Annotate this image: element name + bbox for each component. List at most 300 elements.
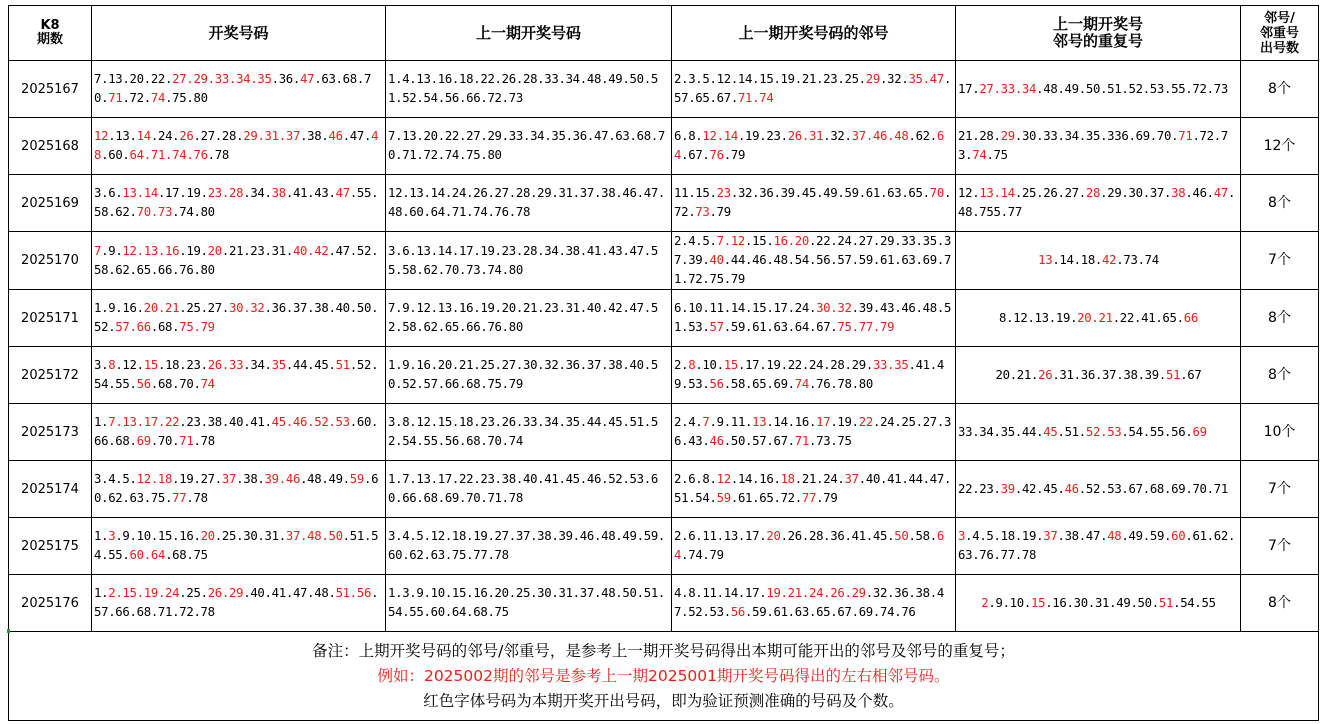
hit-count-cell[interactable]: 7个 <box>1241 461 1319 518</box>
prev-draw-numbers-cell[interactable] <box>386 290 672 347</box>
number-segment: .25.30.31. <box>214 529 286 543</box>
period-cell[interactable]: 2025171 <box>9 290 92 347</box>
number-segment: 7.13.20.22.27.29.33.34.35.36.47.63.68.70.71.72.74.75.80 <box>388 129 666 162</box>
number-segment: .14.16. <box>766 415 817 429</box>
hit-number-segment: 46 <box>709 434 724 448</box>
draw-numbers-cell[interactable] <box>92 461 386 518</box>
hit-number-segment: 12.18 <box>136 472 173 486</box>
table-row <box>9 118 1319 175</box>
number-segment: .72. <box>674 186 952 219</box>
prev-draw-numbers-cell[interactable] <box>386 347 672 404</box>
number-segment: .73.74 <box>1116 253 1159 267</box>
footer-row <box>9 632 1319 721</box>
header-draw-numbers[interactable]: 开奖号码 <box>92 6 386 61</box>
number-segment: .10. <box>695 358 724 372</box>
number-segment: .14.18. <box>1052 253 1103 267</box>
hit-number-segment: 26 <box>1038 367 1053 382</box>
hit-number-segment: 56 <box>730 605 746 619</box>
number-segment: .78 <box>207 148 229 162</box>
number-segment: .21.23.31. <box>221 243 293 258</box>
number-segment: .22.41.65. <box>1112 310 1184 325</box>
number-segment: .57.65.67. <box>674 72 952 105</box>
hit-number-segment: 46 <box>328 129 343 143</box>
number-segment: .59.61.63.64.67. <box>723 320 838 334</box>
hit-number-segment: 12 <box>716 472 731 486</box>
hit-number-segment: 33.35 <box>872 358 909 372</box>
hit-number-segment: 23.28 <box>207 186 244 200</box>
header-count-line3: 出号数 <box>1259 40 1299 56</box>
table-row <box>9 232 1319 290</box>
prev-neighbors-cell[interactable] <box>672 347 956 404</box>
number-segment: .68.70. <box>150 377 201 391</box>
hit-number-segment: 27.33.34 <box>979 81 1037 96</box>
prev-draw-numbers-cell[interactable] <box>386 575 672 632</box>
number-segment: 12. <box>958 186 980 200</box>
number-segment: 3.4.5. <box>94 472 137 486</box>
number-segment: .78 <box>186 491 208 505</box>
hit-number-segment: 13 <box>1038 253 1053 267</box>
number-segment: 1. <box>94 415 109 429</box>
table-row <box>9 518 1319 575</box>
number-segment: .54.55 <box>1173 595 1216 610</box>
number-segment: 1. <box>94 529 109 543</box>
hit-number-segment: 71 <box>108 91 123 105</box>
prev-neighbors-cell[interactable] <box>672 232 956 290</box>
prev-draw-numbers-cell[interactable] <box>386 404 672 461</box>
table-row <box>9 290 1319 347</box>
hit-number-segment: 29 <box>865 72 881 86</box>
draw-numbers-cell[interactable] <box>92 290 386 347</box>
hit-number-segment: 15 <box>143 358 158 372</box>
number-segment: .52.54.55. <box>94 358 379 391</box>
number-segment: .12. <box>115 358 144 372</box>
hit-number-segment: 7.13.17.22 <box>108 415 180 429</box>
number-segment: 2.3.5.12.14.15.19.21.23.25. <box>674 72 866 86</box>
number-segment: .39.43.46.48.51.53. <box>674 301 952 334</box>
number-segment: .75 <box>986 148 1008 162</box>
number-segment: .29.30.37. <box>1100 186 1172 200</box>
hit-number-segment: 20 <box>207 243 222 258</box>
number-segment: .18.23. <box>157 358 208 372</box>
hit-number-segment: 66 <box>1183 310 1198 325</box>
number-segment: 3.6.13.14.17.19.23.28.34.38.41.43.47.55.58.62.70.73.74.80 <box>388 243 658 277</box>
hit-count-cell[interactable]: 10个 <box>1241 404 1319 461</box>
hit-number-segment: 19.21.24.26.29 <box>766 586 866 600</box>
number-segment: .73.75 <box>809 434 852 448</box>
hit-number-segment: 12.13.16 <box>122 243 180 258</box>
hit-number-segment: 64 <box>674 129 944 162</box>
number-segment: 1.4.13.16.18.22.26.28.33.34.48.49.50.51.52.54.56.66.72.73 <box>388 72 658 105</box>
hit-number-segment: 48 <box>94 129 379 162</box>
number-segment: .26.28.36.41.45. <box>780 529 895 543</box>
table-row <box>9 61 1319 118</box>
number-segment: 8.12.13.19. <box>999 310 1078 325</box>
hit-number-segment: 39.46 <box>264 472 301 486</box>
hit-number-segment: 70 <box>929 186 944 200</box>
number-segment: .25.26.27. <box>1014 186 1086 200</box>
number-segment: .55.58.62. <box>94 186 379 219</box>
number-segment: 2.6.8. <box>674 472 717 486</box>
hit-number-segment: 14 <box>136 129 151 143</box>
table-row <box>9 175 1319 232</box>
prev-neighbors-cell[interactable] <box>672 518 956 575</box>
hit-number-segment: 37 <box>221 472 237 486</box>
prev-neighbors-cell[interactable] <box>672 575 956 632</box>
prev-repeats-cell[interactable] <box>956 175 1241 232</box>
hit-number-segment: 35 <box>271 358 286 372</box>
hit-number-segment: 45 <box>1043 424 1058 439</box>
hit-number-segment: 20.21 <box>1077 310 1113 325</box>
hit-number-segment: 2 <box>981 595 989 610</box>
number-segment: .15. <box>745 234 774 248</box>
number-segment: 3.6. <box>94 186 123 200</box>
number-segment: .48.49.50.51.52.53.55.72.73 <box>1036 81 1228 96</box>
hit-number-segment: 35.47 <box>908 72 944 86</box>
hit-number-segment: 46 <box>1064 481 1079 496</box>
number-segment: .24. <box>150 129 180 143</box>
prev-repeats-cell[interactable] <box>956 404 1241 461</box>
number-segment: .76.78.80 <box>809 377 873 391</box>
table-body <box>9 61 1319 632</box>
number-segment: .47.52.58.62.65.66.76.80 <box>94 243 379 277</box>
hit-number-segment: 47 <box>335 186 350 200</box>
hit-number-segment: 18 <box>780 472 795 486</box>
number-segment: .32. <box>823 129 852 143</box>
period-cell[interactable]: 2025170 <box>9 232 92 290</box>
number-segment: .57.66.68.71.72.78 <box>94 586 379 619</box>
header-count-line1: 邻号/ <box>1264 10 1295 26</box>
number-segment: .17.19. <box>157 186 208 200</box>
draw-numbers-cell[interactable] <box>92 518 386 575</box>
hit-number-segment: 12 <box>94 129 109 143</box>
number-segment: .50.57.67. <box>723 434 795 448</box>
number-segment: .60.62.63.75. <box>94 472 379 505</box>
number-segment: 1.3.9.10.15.16.20.25.30.31.37.48.50.51.54.55.60.64.68.75 <box>388 586 666 619</box>
hit-number-segment: 26.31 <box>787 129 824 143</box>
number-segment: 22.23. <box>958 481 1001 496</box>
draw-numbers-cell[interactable] <box>92 175 386 232</box>
hit-number-segment: 70.73 <box>136 205 173 219</box>
prev-repeats-cell[interactable] <box>956 461 1241 518</box>
hit-number-segment: 8 <box>108 358 116 372</box>
hit-count-cell[interactable]: 8个 <box>1241 575 1319 632</box>
header-prev-neighbors[interactable]: 上一期开奖号码的邻号 <box>672 6 956 61</box>
header-period[interactable] <box>9 6 92 61</box>
period-cell[interactable]: 2025172 <box>9 347 92 404</box>
hit-number-segment: 52.53 <box>1085 424 1122 439</box>
number-segment: .4.5.18.19. <box>965 529 1044 543</box>
number-segment: .38. <box>236 472 265 486</box>
number-segment: .41.43. <box>285 186 336 200</box>
prev-draw-numbers-cell[interactable] <box>386 175 672 232</box>
table-row <box>9 404 1319 461</box>
number-segment: .79 <box>709 205 731 219</box>
hit-number-segment: 56 <box>709 377 724 391</box>
hit-number-segment: 26.29 <box>207 586 244 600</box>
period-cell[interactable]: 2025169 <box>9 175 92 232</box>
number-segment: .51.54.55. <box>94 529 379 562</box>
number-segment: .34. <box>243 186 272 200</box>
number-segment: .48.755.77 <box>958 186 1236 219</box>
hit-number-segment: 3 <box>958 529 966 543</box>
hit-number-segment: 13 <box>752 415 767 429</box>
prev-neighbors-cell[interactable] <box>672 175 956 232</box>
number-segment: .61.62.63.76.77.78 <box>958 529 1236 562</box>
number-segment: 2. <box>674 358 689 372</box>
number-segment: .68. <box>150 320 180 334</box>
period-cell[interactable]: 2025175 <box>9 518 92 575</box>
hit-number-segment: 30.32 <box>816 301 852 315</box>
number-segment: .58. <box>908 529 937 543</box>
hit-number-segment: 2.15.19.24 <box>108 586 180 600</box>
number-segment: .61.65.72. <box>730 491 802 505</box>
hit-number-segment: 77 <box>172 491 187 505</box>
hit-number-segment: 37 <box>1043 529 1058 543</box>
footer-note[interactable] <box>9 632 1319 721</box>
hit-count-cell[interactable]: 7个 <box>1241 232 1319 290</box>
number-segment: 4.8.11.14.17. <box>674 586 767 600</box>
header-count-line2: 邻重号 <box>1259 25 1299 41</box>
number-segment: .78 <box>193 434 215 448</box>
number-segment: 1.9.16. <box>94 301 144 315</box>
number-segment: .21.24. <box>794 472 845 486</box>
hit-count-cell[interactable]: 8个 <box>1241 290 1319 347</box>
hit-number-segment: 40 <box>709 253 724 267</box>
hit-number-segment: 50 <box>894 529 909 543</box>
number-segment: .19. <box>179 243 208 258</box>
prev-repeats-cell[interactable] <box>956 118 1241 175</box>
hit-number-segment: 15 <box>1031 595 1046 610</box>
draw-numbers-cell[interactable] <box>92 347 386 404</box>
prev-neighbors-cell[interactable] <box>672 461 956 518</box>
hit-number-segment: 51 <box>1158 595 1174 610</box>
hit-number-segment: 30.32 <box>229 301 265 315</box>
number-segment: .42.45. <box>1014 481 1065 496</box>
hit-number-segment: 74 <box>150 91 166 105</box>
hit-number-segment: 37.46.48 <box>851 129 909 143</box>
table-row <box>9 575 1319 632</box>
draw-numbers-cell[interactable] <box>92 118 386 175</box>
number-segment: .59.61.63.65.67.69.74.76 <box>745 605 916 619</box>
hit-number-segment: 77 <box>801 491 817 505</box>
number-segment: 33.34.35.44. <box>958 424 1044 439</box>
hit-number-segment: 75.79 <box>179 320 215 334</box>
number-segment: .46. <box>1185 186 1214 200</box>
period-cell[interactable]: 2025176 <box>9 575 92 632</box>
number-segment: .60. <box>101 148 130 162</box>
prev-repeats-cell[interactable] <box>956 232 1241 290</box>
number-segment: .23.38.40.41. <box>179 415 272 429</box>
draw-numbers-cell[interactable] <box>92 61 386 118</box>
hit-number-segment: 20.21 <box>143 301 180 315</box>
footer-line-3: 红色字体号码为本期开奖开出号码，即为验证预测准确的号码及个数。 <box>423 691 904 710</box>
number-segment: 21.28. <box>958 129 1001 143</box>
number-segment: .41.49.53. <box>674 358 944 391</box>
number-segment: .60.66.68. <box>94 415 379 448</box>
number-segment: .22.24.27.29.33.35.37.39. <box>674 234 952 267</box>
hit-number-segment: 38 <box>271 186 286 200</box>
number-segment: .38. <box>300 129 329 143</box>
hit-number-segment: 26.33 <box>207 358 244 372</box>
header-prev-repeats-line1: 上一期开奖号 <box>1052 15 1143 33</box>
hit-number-segment: 59 <box>716 491 731 505</box>
number-segment: 20.21. <box>995 367 1039 382</box>
hit-number-segment: 7 <box>94 243 102 258</box>
footer-line-2: 例如：2025002期的邻号是参考上一期2025001期开奖号码得出的左右相邻号码。 <box>377 666 950 685</box>
hit-number-segment: 16.20 <box>773 234 809 248</box>
prev-repeats-cell[interactable] <box>956 290 1241 347</box>
prev-draw-numbers-cell[interactable] <box>386 461 672 518</box>
number-segment: .16.30.31.49.50. <box>1045 595 1159 610</box>
number-segment: .27.28. <box>193 129 244 143</box>
period-cell[interactable]: 2025167 <box>9 61 92 118</box>
number-segment: .67 <box>1180 367 1202 382</box>
prev-neighbors-cell[interactable] <box>672 404 956 461</box>
number-segment: .54.55.56. <box>1121 424 1193 439</box>
hit-number-segment: 22 <box>858 415 873 429</box>
hit-number-segment: 48 <box>1107 529 1122 543</box>
number-segment: .36. <box>271 72 301 86</box>
number-segment: .49.59. <box>1121 529 1172 543</box>
hit-number-segment: 39 <box>1000 481 1015 496</box>
number-segment: .9. <box>101 243 123 258</box>
number-segment: .30.33.34.35.336.69.70. <box>1014 129 1179 143</box>
number-segment: .14.16. <box>730 472 781 486</box>
hit-count-cell[interactable]: 7个 <box>1241 518 1319 575</box>
prev-repeats-cell[interactable] <box>956 61 1241 118</box>
prev-draw-numbers-cell[interactable] <box>386 518 672 575</box>
number-segment: .62. <box>908 129 937 143</box>
hit-number-segment: 29.31.37 <box>243 129 301 143</box>
hit-number-segment: 71 <box>179 434 194 448</box>
hit-number-segment: 7 <box>702 415 710 429</box>
hit-count-cell[interactable]: 8个 <box>1241 175 1319 232</box>
number-segment: .36.37.38.40.50.52. <box>94 301 379 334</box>
hit-number-segment: 15 <box>723 358 738 372</box>
prev-repeats-cell[interactable] <box>956 347 1241 404</box>
hit-number-segment: 74 <box>200 377 215 391</box>
number-segment: 1.9.16.20.21.25.27.30.32.36.37.38.40.50.52.57.66.68.75.79 <box>388 358 658 391</box>
hit-number-segment: 3 <box>108 529 116 543</box>
hit-count-cell[interactable]: 8个 <box>1241 61 1319 118</box>
hit-number-segment: 23 <box>716 186 731 200</box>
hit-number-segment: 29 <box>1000 129 1015 143</box>
cell-cursor-marker <box>7 629 10 633</box>
hit-number-segment: 69 <box>1192 424 1207 439</box>
number-segment: .72. <box>122 91 151 105</box>
number-segment: .19.27. <box>172 472 222 486</box>
prev-draw-numbers-cell[interactable] <box>386 232 672 290</box>
number-segment: .17.19.22.24.28.29. <box>737 358 873 372</box>
header-prev-repeats-line2: 邻号的重复号 <box>1052 32 1143 50</box>
number-segment: .75.80 <box>165 91 208 105</box>
hit-number-segment: 71.74 <box>737 91 774 105</box>
header-prev-draw-numbers[interactable]: 上一期开奖号码 <box>386 6 672 61</box>
number-segment: .32. <box>880 72 909 86</box>
number-segment: 1. <box>94 586 109 600</box>
number-segment: .74.79 <box>681 548 724 562</box>
number-segment: .70. <box>150 434 180 448</box>
draw-numbers-cell[interactable] <box>92 404 386 461</box>
number-segment: .72.73. <box>958 129 1228 162</box>
number-segment: 6.10.11.14.15.17.24. <box>674 301 817 315</box>
hit-count-cell[interactable]: 8个 <box>1241 347 1319 404</box>
hit-number-segment: 12.14 <box>702 129 738 143</box>
prev-neighbors-cell[interactable] <box>672 290 956 347</box>
number-segment: 3.4.5.12.18.19.27.37.38.39.46.48.49.59.60.62.63.75.77.78 <box>388 529 666 562</box>
prev-repeats-cell[interactable] <box>956 518 1241 575</box>
hit-count-cell[interactable]: 12个 <box>1241 118 1319 175</box>
hit-number-segment: 64.71.74.76 <box>129 148 208 162</box>
number-segment: .19.23. <box>737 129 788 143</box>
number-segment: .52.53.67.68.69.70.71 <box>1078 481 1228 496</box>
number-segment: 7.9.12.13.16.19.20.21.23.31.40.42.47.52.58.62.65.66.76.80 <box>388 301 658 334</box>
number-segment: .48.49. <box>300 472 350 486</box>
hit-number-segment: 57.66 <box>115 320 151 334</box>
number-segment: .38.47. <box>1057 529 1108 543</box>
hit-number-segment: 47 <box>1213 186 1229 200</box>
number-segment: .58.65.69. <box>723 377 795 391</box>
number-segment: .44.45. <box>285 358 336 372</box>
number-segment: .9.10. <box>988 595 1031 610</box>
hit-number-segment: 60 <box>1171 529 1186 543</box>
hit-number-segment: 28 <box>1085 186 1101 200</box>
hit-number-segment: 8 <box>688 358 696 372</box>
number-segment: .79 <box>723 148 746 162</box>
prev-draw-numbers-cell[interactable] <box>386 61 672 118</box>
number-segment: 2.6.11.13.17. <box>674 529 767 543</box>
hit-number-segment: 76 <box>709 148 724 162</box>
number-segment: .44.46.48.54.56.57.59.61.63.69.71.72.75.79 <box>674 253 952 286</box>
header-count[interactable] <box>1241 6 1319 61</box>
period-cell[interactable]: 2025168 <box>9 118 92 175</box>
draw-numbers-cell[interactable] <box>92 575 386 632</box>
hit-number-segment: 40.42 <box>292 243 329 258</box>
number-segment: 3. <box>94 358 109 372</box>
number-segment: .32.36.38.47.52.53. <box>674 586 944 619</box>
number-segment: 11.15. <box>674 186 717 200</box>
footer-line-1: 备注：上期开奖号码的邻号/邻重号，是参考上一期开奖号码得出本期可能开出的邻号及邻号的重复号； <box>312 641 1015 660</box>
number-segment: .32.36.39.45.49.59.61.63.65. <box>730 186 930 200</box>
number-segment: 17. <box>958 81 980 96</box>
hit-number-segment: 17 <box>816 415 831 429</box>
number-segment: 2.4. <box>674 415 703 429</box>
period-cell[interactable]: 2025174 <box>9 461 92 518</box>
hit-number-segment: 51 <box>1165 367 1181 382</box>
header-prev-repeats[interactable] <box>956 6 1241 61</box>
number-segment: 12.13.14.24.26.27.28.29.31.37.38.46.47.48.60.64.71.74.76.78 <box>388 186 666 219</box>
hit-number-segment: 37 <box>844 472 859 486</box>
number-segment: .25. <box>179 586 208 600</box>
table-row <box>9 461 1319 518</box>
period-cell[interactable]: 2025173 <box>9 404 92 461</box>
hit-number-segment: 75.77.79 <box>837 320 895 334</box>
hit-number-segment: 69 <box>136 434 151 448</box>
number-segment: .31.36.37.38.39. <box>1052 367 1166 382</box>
prev-neighbors-cell[interactable] <box>672 61 956 118</box>
hit-number-segment: 37.48.50 <box>285 529 343 543</box>
header-row <box>9 6 1319 61</box>
hit-number-segment: 64 <box>674 529 944 562</box>
hit-number-segment: 71 <box>794 434 810 448</box>
draw-numbers-cell[interactable] <box>92 232 386 290</box>
hit-number-segment: 38 <box>1171 186 1186 200</box>
prev-neighbors-cell[interactable] <box>672 118 956 175</box>
number-segment: .79 <box>816 491 838 505</box>
number-segment: .51. <box>1057 424 1086 439</box>
prev-draw-numbers-cell[interactable] <box>386 118 672 175</box>
prev-repeats-cell[interactable] <box>956 575 1241 632</box>
